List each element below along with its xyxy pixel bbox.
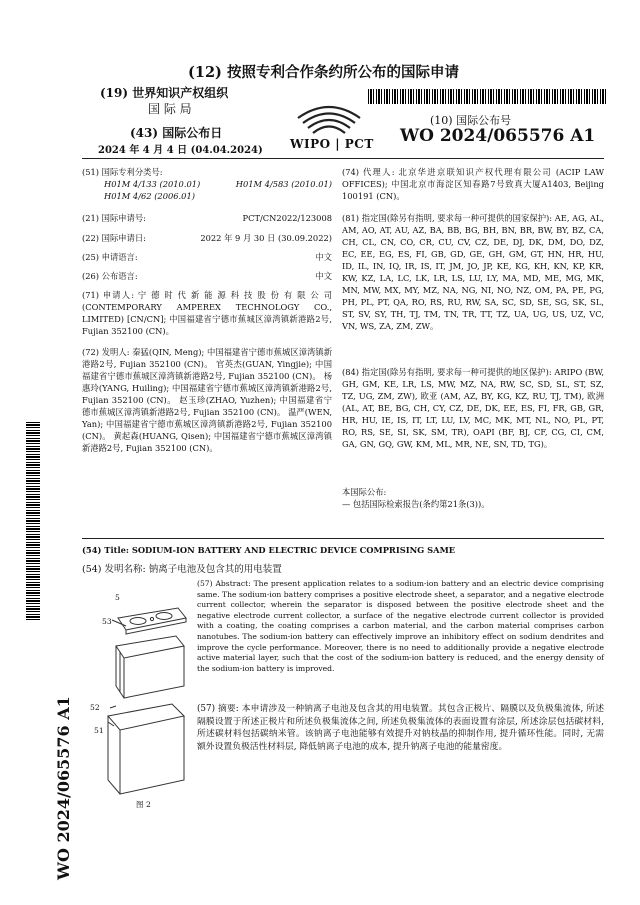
side-publication-number: WO 2024/065576 A1 [54,696,73,880]
field-72-inventors: (72) 发明人: 秦猛(QIN, Meng); 中国福建省宁德市蕉城区漳湾镇新港路2号, Fujian 352100 (CN)。 官英杰(GUAN, Yingjie); 中国福建省宁德市蕉城区漳湾镇新港路2号, Fujian 352100 (CN)。 杨惠玲(YANG, Huiling); 中国福建省宁德市蕉城区漳湾镇新港路2号, Fujian 352100 (CN)。 赵玉珍(ZHAO, Yuzhen); 中国福建省宁德市蕉城区漳湾镇新港路2号, Fujian 352100 (CN)。 温严(WEN, Yan); 中国福建省宁德市蕉城区漳湾镇新港路2号, Fujian 352100 (CN)。 黄起森(HUANG, Qisen); 中国福建省宁德市蕉城区漳湾镇新港路2号, Fujian 352100 (CN)。 [82,347,332,453]
ipc-code-1: H01M 4/133 (2010.01) [104,179,201,189]
field-84-regional-states: (84) 指定国(除另有指明, 要求每一种可提供的地区保护): ARIPO (BW, GH, GM, KE, LR, LS, MW, MZ, NA, RW, SC, SD, SL, ST, SZ, TZ, UG, ZM, ZW), 欧亚 (AM, AZ, BY, KG, KZ, RU, TJ, TM), 欧洲 (AL, AT, BE, BG, CH, CY, CZ, DE, DK, EE, ES, FI, FR, GB, GR, HR, HU, IE, IS, IT, LT, LU, LV, MC, MK, MT, NL, NO, PL, PT, RO, RS, SE, SI, SK, SM, TR), OAPI (BF, BJ, CF, CG, CI, CM, GA, GN, GQ, GW, KM, ML, MR, NE, SN, TD, TG)。 [342,367,604,449]
barcode-icon [368,89,606,104]
ipc-code-3: H01M 4/62 (2006.01) [104,191,195,201]
field-22-label: (22) 国际申请日: [82,233,146,243]
pub-date: 2024 年 4 月 4 日 (04.04.2024) [98,145,263,156]
figure-label-52: 52 [90,703,100,712]
pub-date-label: (43) 国际公布日 [130,126,223,140]
field-25 [82,251,332,263]
field-81-designated-states: (81) 指定国(除另有指明, 要求每一种可提供的国家保护): AE, AG, AL, AM, AO, AT, AU, AZ, BA, BB, BG, BH, BN, BR, BW, BY, BZ, CA, CH, CL, CN, CO, CR, CU, CV, CZ, DE, DJ, DK, DM, DO, DZ, EC, EE, EG, ES, FI, GB, GD, GE, GH, GM, GT, HN, HR, HU, ID, IL, IN, IQ, IR, IS, IT, JM, JO, JP, KE, KG, KH, KN, KP, KR, KW, KZ, LA, LC, LK, LR, LS, LU, LY, MA, MD, ME, MG, MK, MN, MW, MX, MY, MZ, NA, NG, NI, NO, NZ, OM, PA, PE, PG, PH, PL, PT, QA, RO, RS, RU, RW, SA, SC, SD, SE, SG, SK, SL, ST, SV, SY, TH, TJ, TM, TN, TR, TT, TZ, UA, UG, US, UZ, VC, VN, WS, ZA, ZM, ZW。 [342,213,604,331]
abstract-en: (57) Abstract: The present application relates to a sodium-ion battery and an electric device comprising same. The sodium-ion battery comprises a positive electrode sheet, a separator, and a negative electrode current collector, wherein the separator is disposed between the positive electrode sheet and the negative electrode current collector, a surface of the negative electrode current collector is provided with a coating, the coating comprises a carbon material, and the carbon material comprises carbon nanotubes. The sodium-ion battery can effectively improve an inhibitory effect on sodium dendrites and improve the cycle performance. Moreover, there is no need to additionally provide a negative electrode active material layer, such that the cost of the sodium-ion battery is reduced, and the energy density of the sodium-ion battery is improved. [197,579,604,673]
field-25-value: 中文 [315,252,332,262]
figure-label-53: 53 [102,617,112,626]
field-22 [82,232,332,244]
title-cn: (54) 发明名称: 钠离子电池及包含其的用电装置 [82,564,282,575]
field-22-value: 2022 年 9 月 30 日 (30.09.2022) [200,233,332,243]
field-51 [82,166,332,202]
wipo-logo-text: WIPO | PCT [290,137,374,151]
pub-number: WO 2024/065576 A1 [400,126,596,146]
figure-caption: 图 2 [136,800,151,809]
figure-label-5: 5 [115,593,120,602]
field-74-agent: (74) 代理人: 北京华进京联知识产权代理有限公司 (ACIP LAW OFFICES); 中国北京市海淀区知春路7号致真大厦A1403, Beijing 100191 (CN)。 [342,167,604,201]
field-26 [82,270,332,282]
ipc-code-2: H01M 4/583 (2010.01) [235,179,332,189]
field-26-label: (26) 公布语言: [82,271,138,281]
field-71-applicant: (71) 申请人: 宁 德 时 代 新 能 源 科 技 股 份 有 限 公 司 (CONTEMPORARY AMPEREX TECHNOLOGY CO., LIMITED) [CN/CN]; 中国福建省宁德市蕉城区漳湾镇新港路2号, Fujian 352100 (CN)。 [82,290,332,336]
published-label: 本国际公布: [342,487,387,497]
side-barcode-icon [26,420,40,620]
org-name: (19) 世界知识产权组织 [100,86,229,100]
org-bureau: 国 际 局 [148,102,192,116]
figure-label-51: 51 [94,726,104,735]
field-21 [82,212,332,224]
published-item: — 包括国际检索报告(条约第21条(3))。 [342,499,490,509]
field-51-label: (51) 国际专利分类号: [82,167,163,177]
title-en: (54) Title: SODIUM-ION BATTERY AND ELECTRIC DEVICE COMPRISING SAME [82,545,456,555]
field-25-label: (25) 申请语言: [82,252,138,262]
main-title: (12) 按照专利合作条约所公布的国际申请 [188,64,459,81]
pub-no-label: (10) 国际公布号 [430,114,512,127]
field-21-label: (21) 国际申请号: [82,213,146,223]
field-21-value: PCT/CN2022/123008 [242,213,332,223]
abstract-cn: (57) 摘要: 本申请涉及一种钠离子电池及包含其的用电装置。其包含正极片、隔膜以及负极集流体, 所述隔膜设置于所述正极片和所述负极集流体之间, 所述负极集流体的表面设置有涂层, 所述涂层包括碳材料, 所述碳材料包括碳纳米管。该钠离子电池能够有效提升对钠枝晶的抑制作用, 提升循环性能。同时, 无需额外设置负极活性材料层, 降低钠离子电池的成本, 提升钠离子电池的能量密度。 [197,704,604,752]
field-26-value: 中文 [315,271,332,281]
